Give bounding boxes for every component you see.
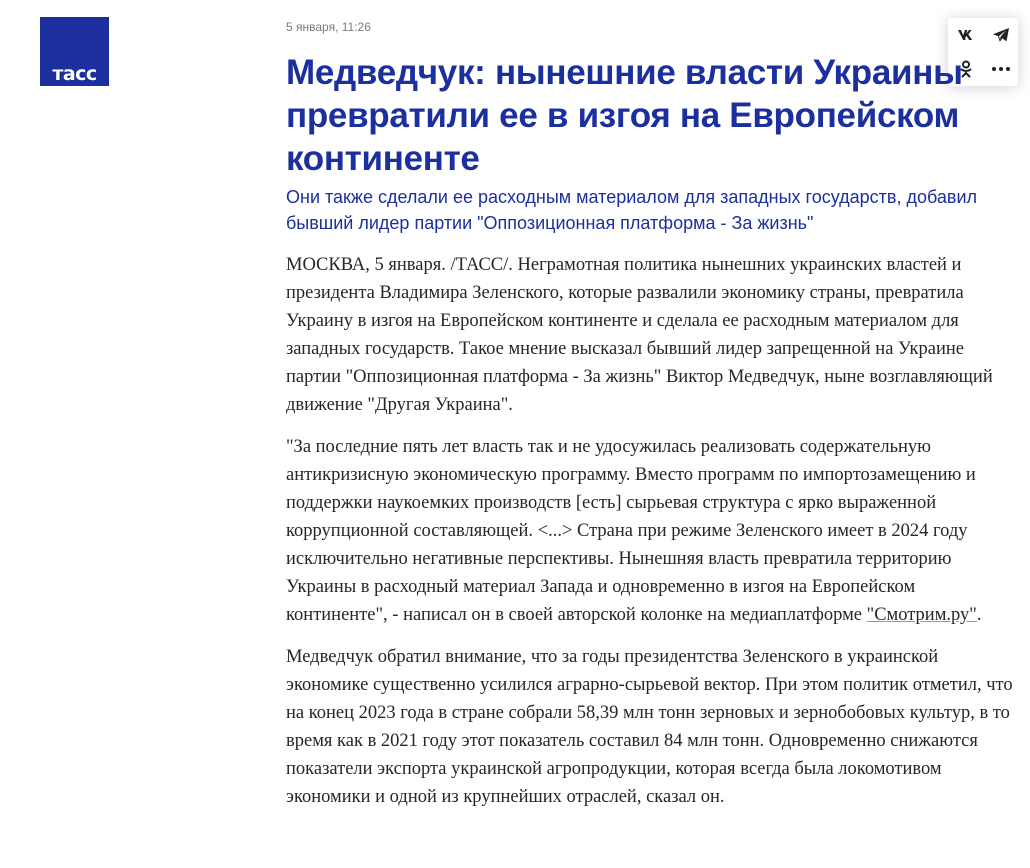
smotrim-link[interactable]: "Смотрим.ру" [866,605,977,625]
article-paragraph-3: Медведчук обратил внимание, что за годы президентства Зеленского в украинской экономике существенно усилился аграрно-сырьевой вектор. При этом политик отметил, что на конец 2023 года в стране собрали 58,39 млн тонн зерновых и зернобобовых культур, в то время как в 2021 году этот показатель составил 84 млн тонн. Одновременно снижаются показатели экспорта украинской агропродукции, которая всегда была локомотивом экономики и одной из крупнейших отраслей, сказал он. [286,647,1013,807]
article-paragraph-2 [286,433,1021,629]
tass-logo[interactable] [40,17,109,86]
logo-text: тасс [52,63,97,85]
article-lead: Они также сделали ее расходным материалом для западных государств, добавил бывший лидер партии "Оппозиционная платформа - За жизнь" [286,187,978,233]
more-icon [992,67,1010,71]
paragraph-2-text: "За последние пять лет власть так и не удосужилась реализовать содержательную антикризисную экономическую программу. Вместо программ по импортозамещению и поддержки наукоемких производств [есть] сырьевая структура с ярко выраженной коррупционной составляющей. <...> Страна при режиме Зеленского имеет в 2024 году исключительно негативные перспективы. Нынешняя власть превратила территорию Украины в расходный материал Запада и одновременно в изгоя на Европейском континенте", - написал он в своей авторской колонке на медиаплатформе [286,437,976,625]
article-body [286,251,1021,825]
paragraph-2-end: . [976,605,982,625]
vk-share-button[interactable] [948,18,983,52]
article-paragraph-1: МОСКВА, 5 января. /ТАСС/. Неграмотная политика нынешних украинских властей и президента Владимира Зеленского, которые развалили экономику страны, превратила Украину в изгоя на Европейском континенте и сделала ее расходным материалом для западных государств. Такое мнение высказал бывший лидер запрещенной на Украине партии "Оппозиционная платформа - За жизнь" Виктор Медведчук, ныне возглавляющий движение "Другая Украина". [286,255,993,415]
telegram-icon [992,27,1010,43]
article-date: 5 января, 11:26 [286,20,371,34]
telegram-share-button[interactable] [983,18,1018,52]
vk-icon [957,29,975,41]
more-share-button[interactable] [983,52,1018,86]
article-title: Медведчук: нынешние власти Украины превратили ее в изгоя на Европейском континенте [286,53,963,178]
